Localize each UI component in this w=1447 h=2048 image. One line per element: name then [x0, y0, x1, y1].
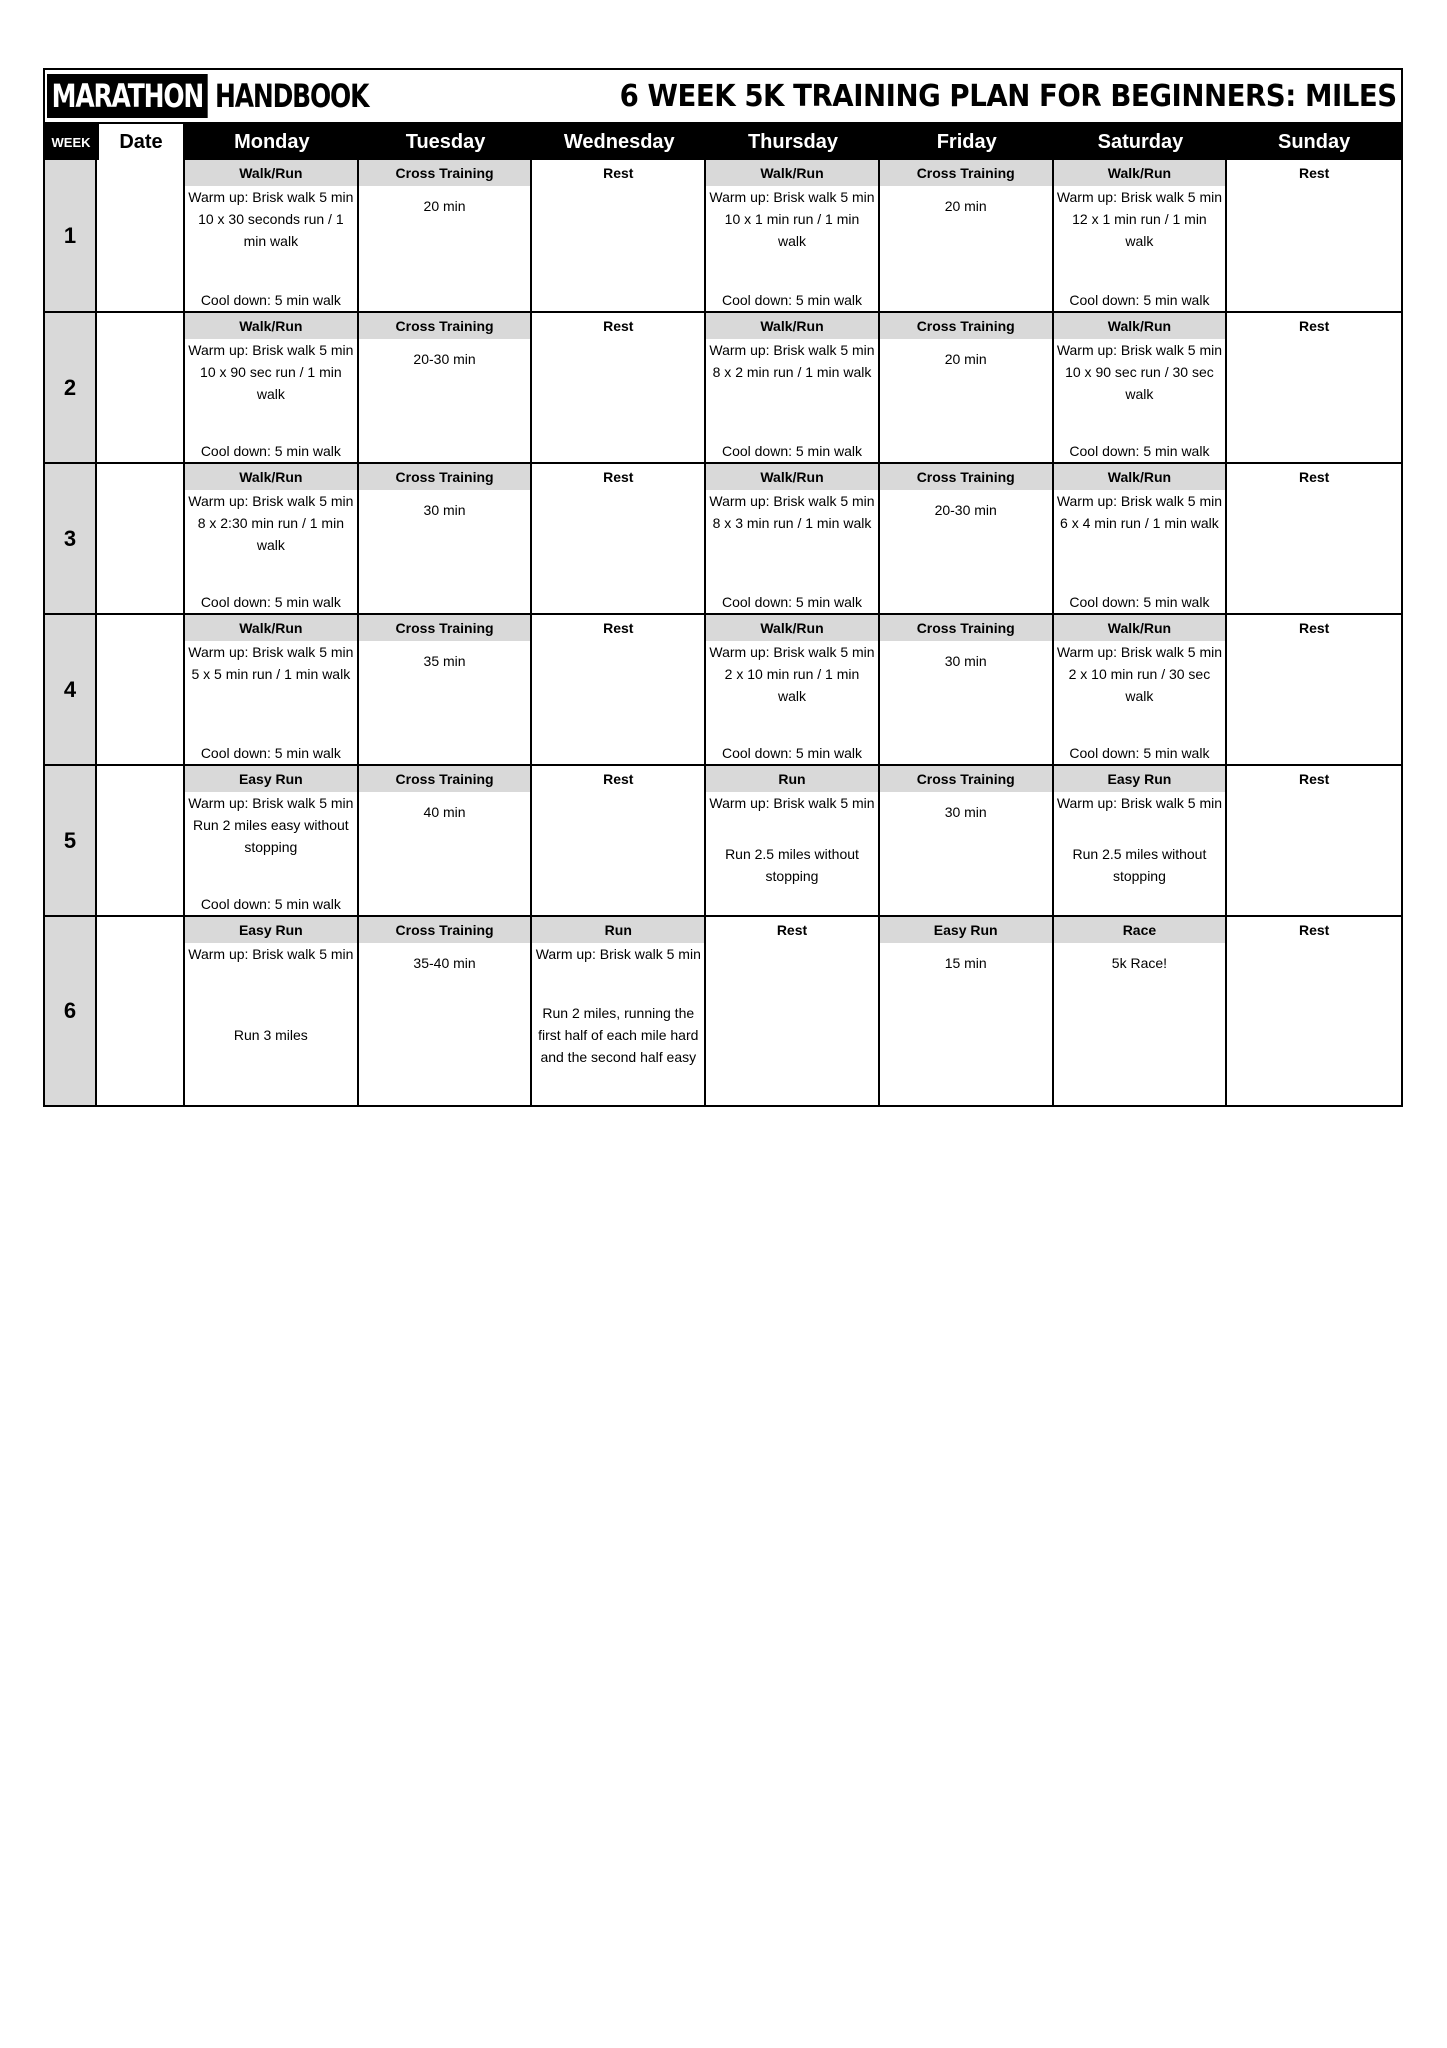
workout-category: Easy Run	[185, 766, 357, 792]
main-set-text: 8 x 2:30 min run / 1 min walk	[197, 515, 344, 553]
warmup-text: Warm up: Brisk walk 5 min	[709, 189, 875, 205]
workout-category: Walk/Run	[185, 615, 357, 641]
main-set-text: 8 x 3 min run / 1 min walk	[712, 515, 872, 531]
title-row	[45, 70, 1401, 124]
day-cell-sunday	[1227, 615, 1401, 764]
date-cell[interactable]	[97, 615, 185, 764]
workout-details	[359, 490, 531, 613]
workout-details	[359, 641, 531, 764]
day-cell-thursday	[706, 615, 880, 764]
marathon-handbook-logo	[47, 73, 412, 119]
day-cell-monday	[185, 464, 359, 613]
main-set-text: 30 min	[944, 653, 987, 669]
main-set-text: 30 min	[423, 502, 466, 518]
workout-details	[185, 490, 357, 613]
day-cell-thursday	[706, 766, 880, 915]
workout-category: Cross Training	[359, 917, 531, 943]
main-set-text: 15 min	[944, 955, 987, 971]
day-cell-tuesday	[359, 766, 533, 915]
main-set-text: 10 x 90 sec run / 30 sec walk	[1065, 364, 1214, 402]
workout-details	[706, 943, 878, 1105]
logo-handbook-text: HANDBOOK	[215, 77, 369, 115]
week-row	[45, 311, 1401, 462]
workout-category: Race	[1054, 917, 1226, 943]
date-cell[interactable]	[97, 464, 185, 613]
day-cell-thursday	[706, 160, 880, 311]
workout-details	[706, 186, 878, 311]
week-row	[45, 160, 1401, 311]
week-number: 3	[45, 464, 97, 613]
day-cell-friday	[880, 160, 1054, 311]
main-set-text: 8 x 2 min run / 1 min walk	[712, 364, 872, 380]
main-set-text: Run 2.5 miles without stopping	[1072, 845, 1207, 884]
workout-category: Cross Training	[359, 464, 531, 490]
header-week: WEEK	[51, 134, 91, 150]
workout-details	[1227, 792, 1401, 915]
warmup-text: Warm up: Brisk walk 5 min	[188, 342, 354, 358]
day-cell-sunday	[1227, 464, 1401, 613]
day-cell-monday	[185, 160, 359, 311]
training-plan-sheet	[43, 68, 1403, 1107]
workout-category: Rest	[603, 771, 634, 787]
warmup-text: Warm up: Brisk walk 5 min	[188, 644, 354, 660]
workout-details	[706, 490, 878, 613]
day-cell-monday	[185, 766, 359, 915]
workout-details	[532, 339, 704, 462]
workout-details	[532, 792, 704, 915]
workout-category: Cross Training	[359, 160, 531, 186]
workout-category: Walk/Run	[1054, 615, 1226, 641]
workout-details	[880, 943, 1052, 1105]
main-set-text: 12 x 1 min run / 1 min walk	[1072, 211, 1207, 249]
cooldown-text: Cool down: 5 min walk	[1069, 443, 1210, 459]
weeks-body	[45, 160, 1401, 1105]
week-row	[45, 915, 1401, 1105]
day-cell-saturday	[1054, 464, 1228, 613]
workout-category: Walk/Run	[1054, 313, 1226, 339]
warmup-text: Warm up: Brisk walk 5 min	[709, 493, 875, 509]
day-cell-tuesday	[359, 615, 533, 764]
workout-category: Rest	[776, 922, 808, 938]
workout-details	[1227, 186, 1401, 311]
main-set-text: 35-40 min	[413, 955, 476, 971]
day-cell-sunday	[1227, 160, 1401, 311]
cooldown-text: Cool down: 5 min walk	[721, 443, 863, 459]
date-cell[interactable]	[97, 313, 185, 462]
workout-category: Walk/Run	[1054, 160, 1226, 186]
workout-details	[1054, 943, 1226, 1105]
day-cell-tuesday	[359, 313, 533, 462]
day-cell-thursday	[706, 464, 880, 613]
workout-category: Cross Training	[880, 464, 1052, 490]
workout-category: Run	[532, 917, 704, 943]
header-date: Date	[97, 124, 185, 160]
header-saturday: Saturday	[1097, 130, 1184, 153]
main-set-text: 20 min	[944, 351, 987, 367]
workout-details	[706, 792, 878, 915]
warmup-text: Warm up: Brisk walk 5 min	[1056, 493, 1223, 509]
workout-details	[185, 641, 357, 764]
day-cell-friday	[880, 313, 1054, 462]
week-row	[45, 613, 1401, 764]
main-set-text: 20-30 min	[934, 502, 997, 518]
warmup-text: Warm up: Brisk walk 5 min	[188, 189, 354, 205]
main-set-text: Run 3 miles	[233, 1027, 308, 1043]
week-number: 5	[45, 766, 97, 915]
main-set-text: 10 x 1 min run / 1 min walk	[724, 211, 860, 249]
day-cell-saturday	[1054, 917, 1228, 1105]
workout-category: Rest	[603, 469, 634, 485]
day-cell-friday	[880, 615, 1054, 764]
warmup-text: Warm up: Brisk walk 5 min	[1056, 644, 1223, 660]
date-cell[interactable]	[97, 766, 185, 915]
column-header-row	[45, 124, 1401, 160]
main-set-text: Run 2.5 miles without stopping	[725, 845, 859, 884]
workout-category: Cross Training	[880, 160, 1052, 186]
header-thursday: Thursday	[747, 130, 838, 153]
cooldown-text: Cool down: 5 min walk	[721, 292, 863, 308]
workout-category: Rest	[603, 318, 634, 334]
cooldown-text: Cool down: 5 min walk	[200, 594, 341, 610]
header-monday: Monday	[234, 130, 310, 153]
day-cell-monday	[185, 917, 359, 1105]
workout-category: Rest	[1298, 318, 1330, 334]
day-cell-saturday	[1054, 766, 1228, 915]
cooldown-text: Cool down: 5 min walk	[721, 594, 863, 610]
cooldown-text: Cool down: 5 min walk	[200, 745, 341, 761]
workout-category: Walk/Run	[706, 160, 878, 186]
day-cell-saturday	[1054, 615, 1228, 764]
date-cell[interactable]	[97, 917, 185, 1105]
week-row	[45, 462, 1401, 613]
workout-category: Walk/Run	[1054, 464, 1226, 490]
main-set-text: Run 2 miles, running the first half of each mile hard and the second half easy	[538, 1005, 699, 1065]
workout-details	[880, 490, 1052, 613]
main-set-text: 6 x 4 min run / 1 min walk	[1060, 515, 1219, 531]
main-set-text: 20 min	[423, 198, 466, 214]
header-wednesday: Wednesday	[563, 130, 675, 153]
week-number: 6	[45, 917, 97, 1105]
workout-details	[532, 641, 704, 764]
main-set-text: 20 min	[944, 198, 987, 214]
cooldown-text: Cool down: 5 min walk	[1069, 594, 1210, 610]
logo-marathon-text: MARATHON	[47, 74, 208, 118]
workout-category: Easy Run	[880, 917, 1052, 943]
workout-details	[1227, 339, 1401, 462]
workout-category: Cross Training	[359, 766, 531, 792]
day-cell-friday	[880, 766, 1054, 915]
workout-category: Cross Training	[359, 313, 531, 339]
warmup-text: Warm up: Brisk walk 5 min	[188, 946, 354, 962]
workout-category: Walk/Run	[706, 464, 878, 490]
day-cell-wednesday	[532, 313, 706, 462]
warmup-text: Warm up: Brisk walk 5 min	[1056, 342, 1223, 358]
workout-details	[706, 641, 878, 764]
day-cell-sunday	[1227, 313, 1401, 462]
workout-category: Cross Training	[880, 313, 1052, 339]
warmup-text: Warm up: Brisk walk 5 min	[1056, 795, 1223, 811]
workout-category: Easy Run	[185, 917, 357, 943]
cooldown-text: Cool down: 5 min walk	[200, 896, 341, 912]
workout-category: Walk/Run	[706, 615, 878, 641]
workout-category: Walk/Run	[185, 464, 357, 490]
week-number: 4	[45, 615, 97, 764]
day-cell-tuesday	[359, 160, 533, 311]
cooldown-text: Cool down: 5 min walk	[200, 292, 341, 308]
workout-category: Cross Training	[359, 615, 531, 641]
main-set-text: Run 2 miles easy without stopping	[193, 817, 349, 855]
workout-category: Walk/Run	[185, 160, 357, 186]
workout-details	[880, 339, 1052, 462]
workout-details	[185, 943, 357, 1105]
workout-details	[185, 792, 357, 915]
workout-category: Rest	[1298, 922, 1330, 938]
header-sunday: Sunday	[1278, 130, 1351, 153]
workout-details	[359, 943, 531, 1105]
workout-category: Rest	[1298, 771, 1330, 787]
day-cell-tuesday	[359, 464, 533, 613]
day-cell-monday	[185, 615, 359, 764]
workout-details	[359, 186, 531, 311]
workout-category: Walk/Run	[185, 313, 357, 339]
workout-details	[532, 490, 704, 613]
warmup-text: Warm up: Brisk walk 5 min	[188, 493, 354, 509]
workout-details	[880, 186, 1052, 311]
cooldown-text: Cool down: 5 min walk	[721, 745, 863, 761]
day-cell-thursday	[706, 313, 880, 462]
week-row	[45, 764, 1401, 915]
workout-details	[359, 339, 531, 462]
day-cell-tuesday	[359, 917, 533, 1105]
main-set-text: 10 x 90 sec run / 1 min walk	[200, 364, 342, 402]
day-cell-wednesday	[532, 917, 706, 1105]
day-cell-friday	[880, 464, 1054, 613]
warmup-text: Warm up: Brisk walk 5 min	[1056, 189, 1223, 205]
workout-details	[1227, 943, 1401, 1105]
workout-details	[1054, 490, 1226, 613]
main-set-text: 35 min	[423, 653, 466, 669]
main-set-text: 2 x 10 min run / 30 sec walk	[1068, 666, 1211, 704]
workout-details	[185, 186, 357, 311]
workout-details	[880, 641, 1052, 764]
day-cell-saturday	[1054, 313, 1228, 462]
workout-details	[359, 792, 531, 915]
main-set-text: 5k Race!	[1111, 955, 1168, 971]
day-cell-wednesday	[532, 615, 706, 764]
date-cell[interactable]	[97, 160, 185, 311]
warmup-text: Warm up: Brisk walk 5 min	[709, 644, 875, 660]
workout-details	[1227, 641, 1401, 764]
day-cell-saturday	[1054, 160, 1228, 311]
day-cell-monday	[185, 313, 359, 462]
header-friday: Friday	[936, 130, 997, 153]
warmup-text: Warm up: Brisk walk 5 min	[188, 795, 354, 811]
workout-category: Run	[706, 766, 878, 792]
day-cell-sunday	[1227, 766, 1401, 915]
workout-category: Rest	[1298, 469, 1330, 485]
workout-details	[1054, 339, 1226, 462]
week-number: 1	[45, 160, 97, 311]
workout-details	[1054, 186, 1226, 311]
workout-category: Cross Training	[880, 615, 1052, 641]
workout-details	[880, 792, 1052, 915]
workout-category: Easy Run	[1054, 766, 1226, 792]
cooldown-text: Cool down: 5 min walk	[1069, 745, 1210, 761]
workout-details	[532, 186, 704, 311]
workout-category: Rest	[1298, 165, 1330, 181]
header-tuesday: Tuesday	[405, 130, 486, 153]
main-set-text: 30 min	[944, 804, 987, 820]
workout-details	[1227, 490, 1401, 613]
cooldown-text: Cool down: 5 min walk	[1069, 292, 1210, 308]
workout-category: Walk/Run	[706, 313, 878, 339]
week-number: 2	[45, 313, 97, 462]
main-set-text: 2 x 10 min run / 1 min walk	[724, 666, 860, 704]
main-set-text: 20-30 min	[413, 351, 476, 367]
workout-details	[1054, 641, 1226, 764]
workout-category: Cross Training	[880, 766, 1052, 792]
workout-details	[185, 339, 357, 462]
main-set-text: 5 x 5 min run / 1 min walk	[191, 666, 351, 682]
day-cell-thursday	[706, 917, 880, 1105]
workout-details	[532, 943, 704, 1105]
main-set-text: 40 min	[423, 804, 466, 820]
warmup-text: Warm up: Brisk walk 5 min	[709, 342, 875, 358]
warmup-text: Warm up: Brisk walk 5 min	[535, 946, 701, 962]
day-cell-wednesday	[532, 766, 706, 915]
workout-details	[1054, 792, 1226, 915]
day-cell-friday	[880, 917, 1054, 1105]
main-set-text: 10 x 30 seconds run / 1 min walk	[198, 211, 344, 249]
plan-title: 6 WEEK 5K TRAINING PLAN FOR BEGINNERS: MILES	[619, 78, 1397, 114]
workout-category: Rest	[603, 620, 634, 636]
warmup-text: Warm up: Brisk walk 5 min	[709, 795, 875, 811]
workout-category: Rest	[603, 165, 634, 181]
day-cell-wednesday	[532, 464, 706, 613]
cooldown-text: Cool down: 5 min walk	[200, 443, 341, 459]
day-cell-wednesday	[532, 160, 706, 311]
workout-category: Rest	[1298, 620, 1330, 636]
day-cell-sunday	[1227, 917, 1401, 1105]
workout-details	[706, 339, 878, 462]
